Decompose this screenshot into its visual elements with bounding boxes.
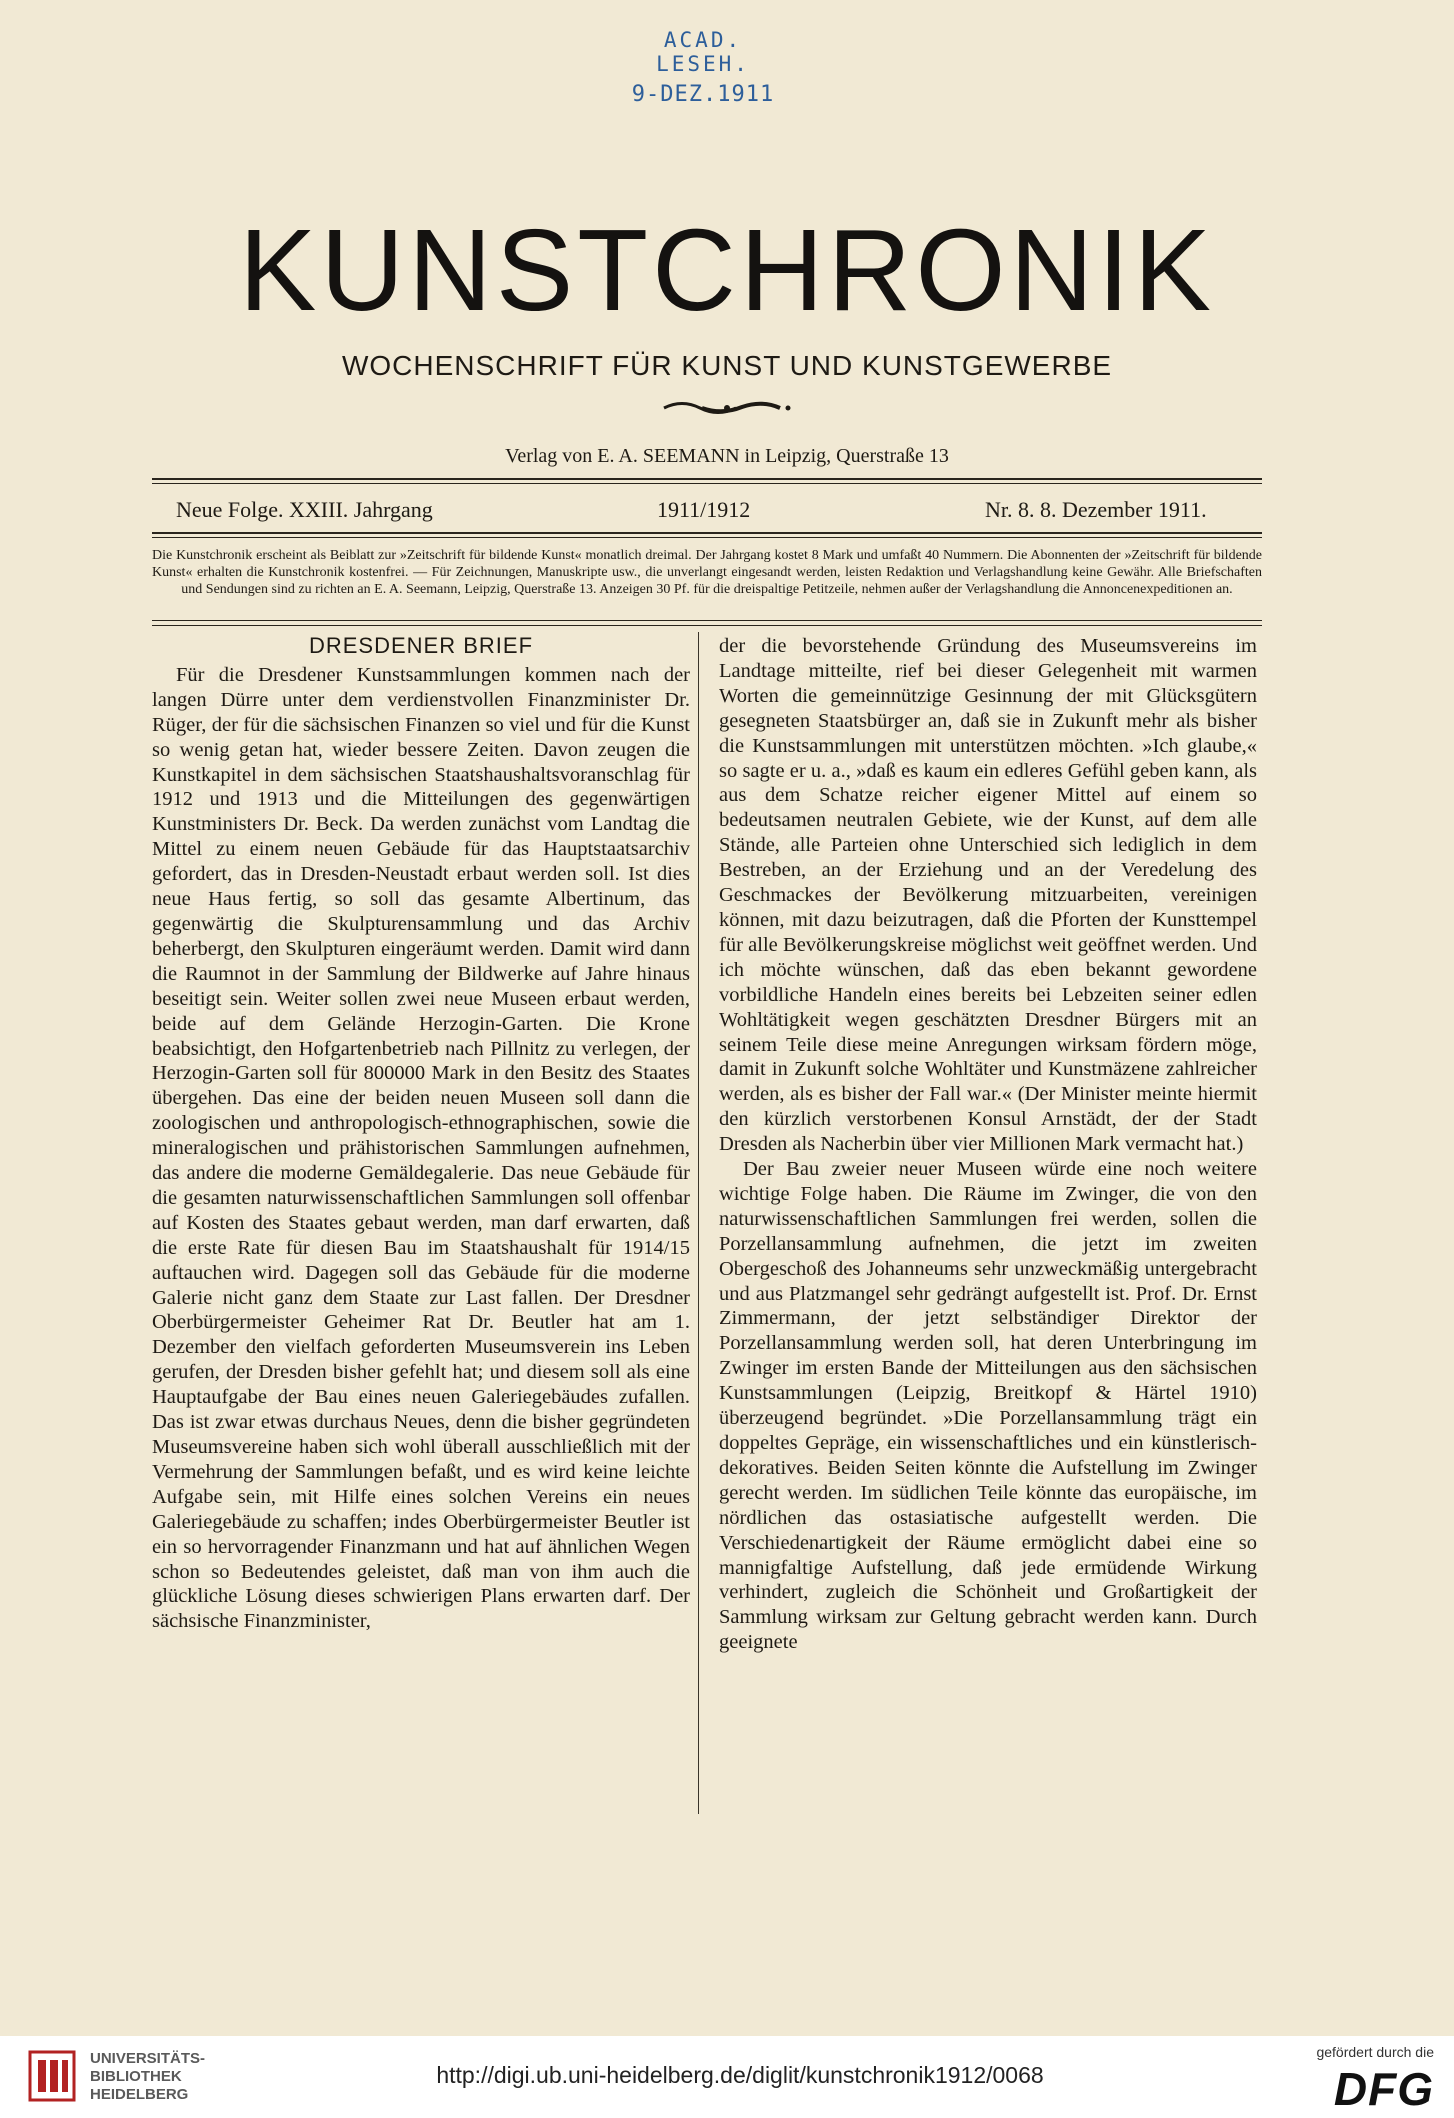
- rule-notice-1: [152, 620, 1262, 621]
- library-name-line-3: HEIDELBERG: [90, 2086, 189, 2103]
- column-divider: [698, 632, 699, 1814]
- stamp-line-1: ACAD. LESEH.: [656, 28, 750, 76]
- article-paragraph: Der Bau zweier neuer Museen würde eine noch weitere wichtige Folge haben. Die Räume im Zwinger, die von den naturwissenschaftlichen Sammlungen frei werden, sollen die Porzellansammlung aufnehmen, die jetzt im zweiten Obergeschoß des Johanneums sehr unzweckmäßig untergebracht und aus Platzmangel sehr gedrängt aufgestellt ist. Prof. Dr. Ernst Zimmermann, der jetzt selbständiger Direktor der Porzellansammlung werden soll, hat deren Unterbringung im Zwinger im ersten Bande der Mitteilungen aus den sächsischen Kunstsammlungen (Leipzig, Breitkopf & Härtel 1910) überzeugend begründet. »Die Porzellansammlung trägt ein doppeltes Gepräge, ein wissenschaftliches und ein künstlerisch-dekoratives. Beiden Seiten könnte die Aufstellung im Zwinger gerecht werden. Im südlichen Teile könnte das europäische, im nördlichen das ostasiatische aufgestellt werden. Die Verschiedenartigkeit der Räume ermöglicht dabei eine so mannigfaltige Aufstellung, daß jede ermüdende Wirkung verhindert, zugleich die Schönheit und Großartigkeit der Sammlung wirksam zur Geltung gebracht werden kann. Durch geeignete: [719, 1158, 1257, 1654]
- stamp-date: 9-DEZ.1911: [631, 82, 775, 107]
- source-url-link[interactable]: http://digi.ub.uni-heidelberg.de/diglit/kunstchronik1912/0068: [436, 2062, 1044, 2088]
- masthead-subtitle: WOCHENSCHRIFT FÜR KUNST UND KUNSTGEWERBE: [341, 350, 1113, 381]
- rule-mid-2: [152, 537, 1262, 538]
- library-name-line-1: UNIVERSITÄTS-: [90, 2050, 206, 2067]
- series-info: Neue Folge. XXIII. Jahrgang: [176, 497, 433, 522]
- ornament-icon: [662, 397, 792, 419]
- subscription-notice: Die Kunstchronik erscheint als Beiblatt zur »Zeitschrift für bildende Kunst« monatlich dreimal. Der Jahrgang kostet 8 Mark und umfaßt 40 Nummern. Die Abonnenten der »Zeitschrift für bildende Kunst« erhalten die Kunstchronik kostenfrei. — Für Zeichnungen, Manuskripte usw., die unverlangt eingesandt werden, leisten Redaktion und Verlagshandlung keine Gewähr. Alle Briefschaften und Sendungen sind zu richten an E. A. Seemann, Leipzig, Querstraße 13. Anzeigen 30 Pf. für die dreispaltige Petitzeile, nehmen außer der Verlagshandlung die Annoncenexpeditionen an.: [152, 548, 1262, 597]
- article-column-left: [152, 634, 690, 1634]
- article-paragraph: der die bevorstehende Gründung des Museumsvereins im Landtage mitteilte, rief bei dieser Gelegenheit mit warmen Worten die gemeinnützige Gesinnung der mit Glücksgütern gesegneten Staatsbürger an, daß sie in Zukunft mehr als bisher die Kunstsammlungen mit unterstützen möchten. »Ich glaube,« so sagte er u. a., »daß es kaum ein edleres Gefühl geben kann, als aus dem Schatze reicher eigener Mittel auf einem so bedeutsamen neutralen Gebiete, wie der Kunst, auf dem alle Stände, alle Parteien ohne Unterschied sich lediglich in dem Bestreben, an der Erziehung und an der Veredelung des Geschmackes der Bevölkerung mitzuarbeiten, vereinigen können, mit dazu beizutragen, daß die Pforten der Kunsttempel für alle Bevölkerungskreise möglichst weit geöffnet werden. Und ich möchte wünschen, daß das eben bekannt gewordene vorbildliche Handeln eines bereits bei Lebzeiten seiner edlen Wohltätigkeit wegen geschätzten Dresdner Bürgers mit an seinem Teile diese meine Anregungen wirksam fördern möge, damit in Zukunft solche Wohltäter und Kunstmäzene zahlreicher werden, als es bisher der Fall war.« (Der Minister meinte hiermit den kürzlich verstorbenen Konsul Arnstädt, der der Stadt Dresden als Nacherbin über vier Millionen Mark vermacht hat.): [719, 635, 1257, 1156]
- library-stamp: [628, 28, 778, 107]
- rule-top-1: [152, 478, 1262, 480]
- publisher-line: Verlag von E. A. SEEMANN in Leipzig, Querstraße 13: [505, 445, 949, 467]
- year-info: 1911/1912: [657, 497, 751, 522]
- rule-mid-1: [152, 532, 1262, 534]
- dfg-logo: DFG: [1333, 2063, 1434, 2115]
- funded-by-label: gefördert durch die: [1316, 2044, 1434, 2060]
- library-name-line-2: BIBLIOTHEK: [90, 2068, 182, 2085]
- university-library-logo-icon: [26, 2048, 78, 2104]
- university-library-name: [90, 2050, 205, 2104]
- digitization-footer: [0, 2036, 1454, 2118]
- article-heading: DRESDENER BRIEF: [308, 633, 534, 658]
- masthead-title: KUNSTCHRONIK: [238, 205, 1216, 335]
- rule-notice-2: [152, 625, 1262, 626]
- rule-top-2: [152, 483, 1262, 484]
- article-column-right: [719, 634, 1257, 1655]
- article-paragraph: Für die Dresdener Kunstsammlungen kommen nach der langen Dürre unter dem verdienstvollen Finanzminister Dr. Rüger, der für die sächsischen Finanzen so viel und für die Kunst so wenig getan hat, wieder bessere Zeiten. Davon zeugen die Kunstkapitel in dem sächsischen Staatshaushaltsvoranschlag für 1912 und 1913 und die Mitteilungen des gegenwärtigen Kunstministers Dr. Beck. Da werden zunächst vom Landtag die Mittel zu einem neuen Gebäude für das Hauptstaatsarchiv gefordert, das in Dresden-Neustadt erbaut werden soll. Ist dies neue Haus fertig, so soll das gesamte Albertinum, das gegenwärtig die Skulpturensammlung und das Archiv beherbergt, den Skulpturen eingeräumt werden. Damit wird dann die Raumnot in der Sammlung der Bildwerke auf Jahre hinaus beseitigt sein. Weiter sollen zwei neue Museen erbaut werden, beide auf dem Gelände Herzogin-Garten. Die Krone beabsichtigt, den Hofgartenbetrieb nach Pillnitz zu verlegen, der Herzogin-Garten soll für 800000 Mark in den Besitz des Staates übergehen. Das eine der beiden neuen Museen soll dann die zoologischen und anthropologisch-ethnographischen, sowie die mineralogischen und prähistorischen Sammlungen aufnehmen, das andere die moderne Gemäldegalerie. Das neue Gebäude für die gesamten naturwissenschaftlichen Sammlungen soll offenbar auf Kosten des Staates gebaut werden, man darf erwarten, daß die erste Rate für diesen Bau im Staatshaushalt für 1914/15 auftauchen wird. Dagegen soll das Gebäude für die moderne Galerie nicht ganz dem Staate zur Last fallen. Der Dresdner Oberbürgermeister Geheimer Rat Dr. Beutler hat am 1. Dezember den vielfach geforderten Museumsverein ins Leben gerufen, der Dresden bisher gefehlt hat; und diesem soll als eine Hauptaufgabe der Bau eines neuen Galeriegebäudes zufallen. Das ist zwar etwas durchaus Neues, denn die bisher gegründeten Museumsvereine haben sich wohl überall ausschließlich mit der Vermehrung der Sammlungen befaßt, und es wird keine leichte Aufgabe sein, mit Hilfe eines solchen Vereins ein neues Galeriegebäude zu schaffen; indes Oberbürgermeister Beutler ist ein so hervorragender Finanzmann und hat auf ähnlichen Wegen schon so Bedeutendes geleistet, daß man von ihm auch die glückliche Lösung dieses schwierigen Plans erwarten darf. Der sächsische Finanzminister,: [152, 663, 690, 1633]
- issue-info: Nr. 8. 8. Dezember 1911.: [985, 497, 1207, 522]
